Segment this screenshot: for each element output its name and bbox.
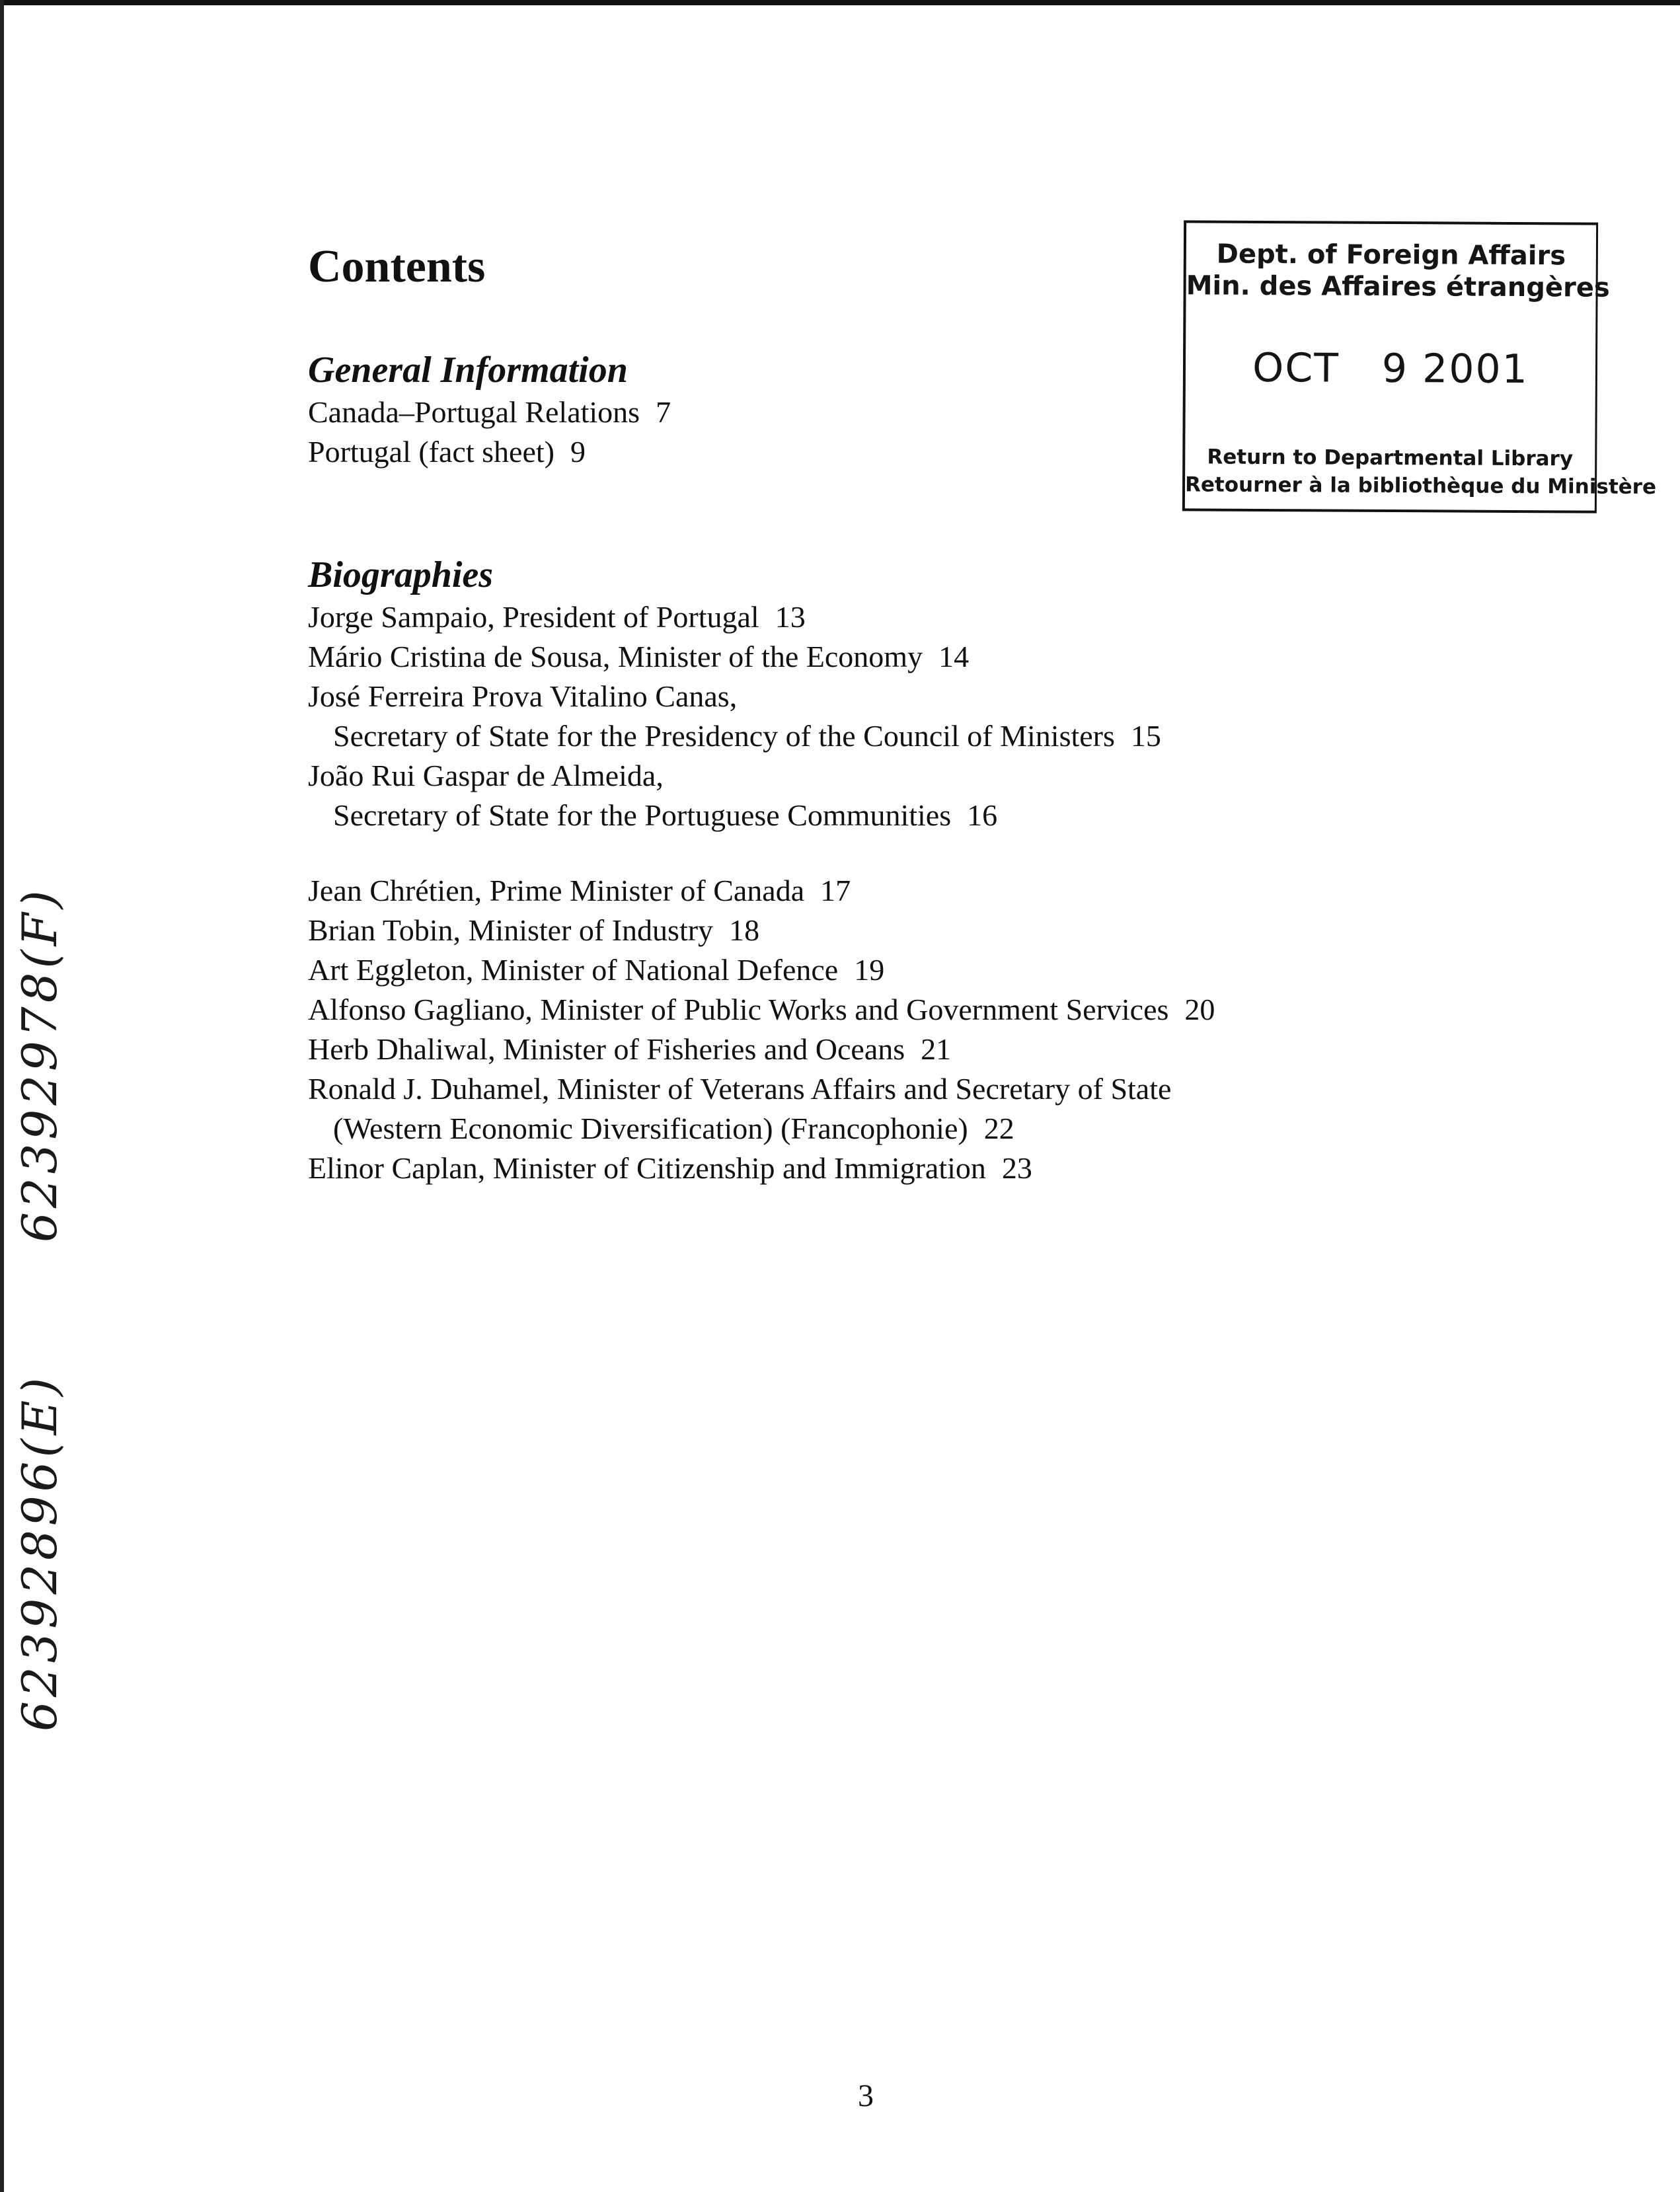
toc-entry[interactable] — [308, 990, 1215, 1030]
toc-section-general-information — [308, 393, 671, 472]
toc-entry-text: Ronald J. Duhamel, Minister of Veterans Affairs and Secretary of State — [308, 1072, 1172, 1106]
stamp-date-day-year: 9 2001 — [1381, 345, 1529, 393]
handwritten-note: 62392896(E) — [12, 1373, 67, 1731]
section-heading-biographies: Biographies — [308, 554, 494, 595]
toc-entry-page: 17 — [820, 874, 851, 907]
toc-entry-text: Jean Chrétien, Prime Minister of Canada — [308, 874, 805, 907]
toc-entry[interactable] — [308, 432, 671, 472]
stamp-return-line: Return to Departmental Library — [1207, 445, 1574, 471]
toc-entry-text: Canada–Portugal Relations — [308, 395, 640, 429]
toc-entry[interactable] — [308, 950, 1215, 990]
toc-entry[interactable] — [308, 756, 1161, 796]
toc-entry[interactable] — [308, 871, 1215, 911]
toc-entry-page: 22 — [983, 1112, 1014, 1145]
toc-entry-page: 15 — [1130, 719, 1161, 753]
toc-entry-page: 20 — [1184, 993, 1215, 1026]
stamp-ministry-line: Min. des Affaires étrangères — [1186, 270, 1610, 303]
toc-entry-text: Mário Cristina de Sousa, Minister of the Economy — [308, 640, 923, 673]
toc-entry-text: João Rui Gaspar de Almeida, — [308, 759, 664, 792]
toc-entry-text: Elinor Caplan, Minister of Citizenship and Immigration — [308, 1151, 986, 1185]
toc-entry[interactable] — [308, 637, 1161, 677]
stamp-retourner-line: Retourner à la bibliothèque du Ministère — [1184, 472, 1657, 500]
section-heading-general-information: General Information — [308, 350, 628, 391]
toc-entry-page: 19 — [854, 953, 885, 987]
toc-section-biographies — [308, 597, 1161, 835]
toc-entry[interactable] — [308, 716, 1161, 756]
toc-entry-text: (Western Economic Diversification) (Francophonie) — [333, 1112, 968, 1145]
toc-entry-text: Portugal (fact sheet) — [308, 435, 554, 469]
page-title: Contents — [308, 241, 486, 292]
toc-entry-page: 13 — [775, 600, 806, 634]
toc-entry[interactable] — [308, 796, 1161, 835]
toc-entry[interactable] — [308, 1069, 1215, 1109]
page-number: 3 — [858, 2078, 874, 2113]
toc-entry-text: Secretary of State for the Presidency of the Council of Ministers — [333, 719, 1115, 753]
stamp-dept-line: Dept. of Foreign Affairs — [1216, 239, 1566, 272]
toc-entry-text: Herb Dhaliwal, Minister of Fisheries and Oceans — [308, 1032, 905, 1066]
toc-entry-text: Secretary of State for the Portuguese Communities — [333, 798, 952, 832]
toc-entry-page: 14 — [938, 640, 970, 673]
toc-entry-text: Alfonso Gagliano, Minister of Public Works and Government Services — [308, 993, 1169, 1026]
toc-entry[interactable] — [308, 911, 1215, 950]
toc-entry[interactable] — [308, 677, 1161, 716]
toc-entry-page: 9 — [570, 435, 586, 469]
handwritten-note: 62392978(F) — [12, 886, 67, 1242]
toc-entry[interactable] — [308, 393, 671, 432]
toc-entry-text: Brian Tobin, Minister of Industry — [308, 913, 714, 947]
toc-entry-text: José Ferreira Prova Vitalino Canas, — [308, 679, 738, 713]
toc-section-canadian-ministers — [308, 871, 1215, 1188]
toc-entry[interactable] — [308, 1030, 1215, 1069]
page-left-edge — [0, 0, 4, 2192]
toc-entry-page: 16 — [967, 798, 998, 832]
toc-entry[interactable] — [308, 597, 1161, 637]
toc-entry-page: 18 — [729, 913, 760, 947]
library-stamp — [1182, 220, 1657, 513]
stamp-date — [1186, 344, 1595, 393]
toc-entry-page: 7 — [656, 395, 671, 429]
stamp-date-month: OCT — [1252, 344, 1340, 392]
toc-entry[interactable] — [308, 1109, 1215, 1149]
toc-entry[interactable] — [308, 1149, 1215, 1188]
toc-entry-page: 21 — [921, 1032, 952, 1066]
toc-entry-page: 23 — [1001, 1151, 1032, 1185]
page-top-edge — [0, 0, 1680, 5]
toc-entry-text: Art Eggleton, Minister of National Defence — [308, 953, 839, 987]
toc-entry-text: Jorge Sampaio, President of Portugal — [308, 600, 759, 634]
